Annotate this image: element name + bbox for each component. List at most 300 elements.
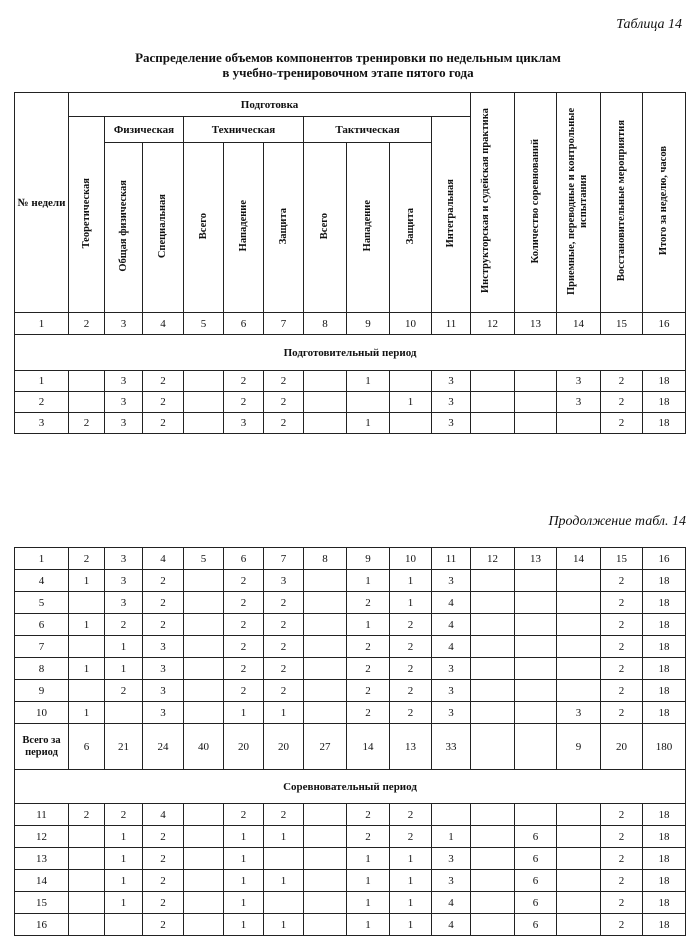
table-cell: 2 (264, 614, 304, 636)
table-cell: 2 (143, 848, 184, 870)
table-cell: 14 (557, 548, 601, 570)
table-cell: 2 (224, 680, 264, 702)
table-cell (69, 680, 105, 702)
table-cell: 27 (304, 724, 347, 770)
table-cell: 4 (432, 892, 471, 914)
table-cell: 2 (143, 592, 184, 614)
table-cell: 2 (224, 392, 264, 413)
header-instructor: Инструкторская и судейская практика (471, 93, 515, 313)
header-preparation: Подготовка (69, 93, 471, 117)
table-cell: 2 (390, 658, 432, 680)
table-cell (184, 804, 224, 826)
table-cell: 3 (432, 680, 471, 702)
table-cell: 1 (15, 371, 69, 392)
table-cell: 1 (224, 826, 264, 848)
table-cell (471, 826, 515, 848)
table-cell: 4 (143, 313, 184, 335)
table-cell: 7 (264, 548, 304, 570)
table-cell (557, 826, 601, 848)
table-cell: 2 (143, 826, 184, 848)
table-cell: 4 (143, 548, 184, 570)
period-label: Подготовительный период (15, 335, 686, 371)
total-row (15, 724, 686, 770)
table-cell: 1 (347, 570, 390, 592)
table-cell: 2 (264, 592, 304, 614)
table-cell: 18 (643, 870, 686, 892)
table-cell: 8 (304, 548, 347, 570)
table-cell: 2 (601, 804, 643, 826)
table-row (15, 371, 686, 392)
table-cell: 2 (347, 592, 390, 614)
header-special: Специальная (143, 143, 184, 313)
table-cell (304, 570, 347, 592)
table-cell: 3 (105, 548, 143, 570)
table-cell: 15 (601, 313, 643, 335)
table-row (15, 570, 686, 592)
table-cell: 3 (143, 680, 184, 702)
table-cell (184, 848, 224, 870)
table-cell: 3 (432, 658, 471, 680)
table-cell (515, 371, 557, 392)
table-cell: 2 (143, 892, 184, 914)
table-cell (471, 892, 515, 914)
table-cell: 2 (390, 680, 432, 702)
table-cell: 9 (347, 548, 390, 570)
table-row (15, 914, 686, 936)
table-cell (515, 392, 557, 413)
table-cell (69, 892, 105, 914)
table-cell (515, 702, 557, 724)
table-row (15, 592, 686, 614)
table-cell: 3 (264, 570, 304, 592)
table-cell: 6 (515, 870, 557, 892)
table-cell (105, 914, 143, 936)
table-cell: 2 (224, 570, 264, 592)
table-cell: 2 (15, 392, 69, 413)
table-cell: 1 (224, 848, 264, 870)
header-tech-defense: Защита (264, 143, 304, 313)
table-cell: 1 (69, 658, 105, 680)
title-line-1: Распределение объемов компонентов тренировки по недельным циклам (135, 50, 561, 65)
table-row (15, 870, 686, 892)
table-cell: 1 (347, 892, 390, 914)
table-cell (304, 371, 347, 392)
table-cell: 3 (105, 313, 143, 335)
table-cell: 1 (69, 702, 105, 724)
table-cell (557, 570, 601, 592)
table-cell: 2 (347, 680, 390, 702)
table-cell: 2 (601, 848, 643, 870)
table-cell: 2 (347, 702, 390, 724)
table-cell: 2 (224, 614, 264, 636)
header-tactical: Тактическая (304, 117, 432, 143)
table-cell: 5 (184, 548, 224, 570)
table-cell: 4 (143, 804, 184, 826)
table-cell: 18 (643, 848, 686, 870)
table-cell: 2 (601, 658, 643, 680)
table-cell: 18 (643, 892, 686, 914)
table-cell: 15 (15, 892, 69, 914)
table-cell (184, 413, 224, 434)
table-cell (304, 870, 347, 892)
table-cell: 13 (515, 313, 557, 335)
table-row (15, 636, 686, 658)
table-cell: 6 (224, 548, 264, 570)
table-cell: 1 (224, 870, 264, 892)
table-cell (304, 413, 347, 434)
table-cell (69, 371, 105, 392)
continuation-table (14, 547, 686, 936)
table-cell: 2 (224, 636, 264, 658)
table-cell (515, 680, 557, 702)
table-cell: 1 (105, 658, 143, 680)
table-cell: 1 (390, 848, 432, 870)
table-cell: 1 (69, 614, 105, 636)
table-cell: 1 (224, 702, 264, 724)
table-cell (557, 592, 601, 614)
table-cell: 1 (347, 914, 390, 936)
table-cell: 16 (643, 313, 686, 335)
table-cell: 13 (15, 848, 69, 870)
table-row (15, 804, 686, 826)
table-cell (471, 870, 515, 892)
table-cell (184, 570, 224, 592)
table-cell: 16 (15, 914, 69, 936)
table-cell: 3 (432, 392, 471, 413)
table-cell (557, 804, 601, 826)
table-cell: 2 (224, 371, 264, 392)
table-cell: 18 (643, 371, 686, 392)
table-cell: 3 (557, 371, 601, 392)
table-cell (69, 826, 105, 848)
header-physical: Физическая (105, 117, 184, 143)
table-cell: 6 (224, 313, 264, 335)
table-cell: 3 (143, 658, 184, 680)
table-cell: 4 (432, 592, 471, 614)
table-cell: 2 (601, 892, 643, 914)
table-cell (471, 413, 515, 434)
table-cell (432, 804, 471, 826)
table-cell: 18 (643, 658, 686, 680)
table-cell: 3 (432, 570, 471, 592)
table-cell: 2 (105, 680, 143, 702)
table-cell: 18 (643, 570, 686, 592)
table-cell: 18 (643, 413, 686, 434)
table-cell: 8 (304, 313, 347, 335)
table-cell: 2 (224, 658, 264, 680)
table-row (15, 848, 686, 870)
table-cell: 18 (643, 680, 686, 702)
table-cell: 18 (643, 804, 686, 826)
table-cell (184, 892, 224, 914)
table-cell: 21 (105, 724, 143, 770)
prep-period-row (15, 335, 686, 371)
table-cell: 1 (69, 570, 105, 592)
table-title (0, 50, 696, 80)
table-cell (557, 658, 601, 680)
header-integral: Интегральная (432, 117, 471, 313)
table-cell (184, 680, 224, 702)
table-cell: 3 (224, 413, 264, 434)
table-cell: 20 (601, 724, 643, 770)
table-cell: 1 (347, 371, 390, 392)
table-cell: 33 (432, 724, 471, 770)
table-cell: 3 (432, 413, 471, 434)
table-cell: 1 (224, 892, 264, 914)
table-cell: 3 (105, 392, 143, 413)
table-cell (471, 658, 515, 680)
table-cell: 3 (143, 702, 184, 724)
table-cell: 10 (390, 548, 432, 570)
table-cell: 1 (105, 826, 143, 848)
table-cell: 2 (143, 570, 184, 592)
table-cell: 2 (224, 592, 264, 614)
table-cell: 1 (264, 914, 304, 936)
table-cell (304, 892, 347, 914)
table-row (15, 614, 686, 636)
table-row (15, 892, 686, 914)
table-cell (471, 614, 515, 636)
table-cell: 5 (15, 592, 69, 614)
table-cell (184, 826, 224, 848)
table-cell: 18 (643, 636, 686, 658)
header-tac-defense: Защита (390, 143, 432, 313)
table-cell: 2 (601, 592, 643, 614)
table-cell: 1 (105, 870, 143, 892)
table-cell: 7 (264, 313, 304, 335)
table-cell: 1 (264, 702, 304, 724)
table-row (15, 680, 686, 702)
table-cell: 2 (601, 636, 643, 658)
table-cell: 2 (264, 658, 304, 680)
table-cell (557, 848, 601, 870)
table-cell (264, 848, 304, 870)
table-cell: 12 (471, 313, 515, 335)
table-cell: 2 (390, 636, 432, 658)
header-tech-total: Всего (184, 143, 224, 313)
continuation-label: Продолжение табл. 14 (548, 514, 686, 529)
table-cell (304, 702, 347, 724)
table-cell: 2 (224, 804, 264, 826)
table-cell (304, 636, 347, 658)
table-cell: 9 (15, 680, 69, 702)
table-cell (390, 371, 432, 392)
header-competitions: Количество соревнований (515, 93, 557, 313)
table-cell: 2 (601, 680, 643, 702)
table-cell (184, 592, 224, 614)
table-cell: 2 (264, 804, 304, 826)
table-cell: 3 (557, 702, 601, 724)
table-cell: 1 (390, 592, 432, 614)
table-cell (515, 658, 557, 680)
table-cell (304, 592, 347, 614)
total-label: Всего за период (15, 724, 69, 770)
table-cell: 2 (264, 680, 304, 702)
table-cell: 40 (184, 724, 224, 770)
table-cell: 1 (105, 892, 143, 914)
table-cell: 10 (15, 702, 69, 724)
table-cell: 2 (143, 392, 184, 413)
table-cell: 2 (390, 614, 432, 636)
comp-period-row (15, 770, 686, 804)
table-row (15, 826, 686, 848)
table-cell: 2 (264, 413, 304, 434)
table-cell (390, 413, 432, 434)
table-row (15, 702, 686, 724)
table-cell: 5 (184, 313, 224, 335)
table-cell (184, 702, 224, 724)
table-cell: 20 (224, 724, 264, 770)
table-cell: 6 (515, 892, 557, 914)
table-cell (304, 804, 347, 826)
table-cell: 2 (390, 702, 432, 724)
table-cell: 1 (15, 313, 69, 335)
table-row (15, 392, 686, 413)
table-cell (471, 392, 515, 413)
table-cell: 3 (105, 371, 143, 392)
title-line-2: в учебно-тренировочном этапе пятого года (222, 65, 474, 80)
table-cell: 18 (643, 826, 686, 848)
table-cell: 2 (69, 548, 105, 570)
table-cell: 11 (432, 313, 471, 335)
table-cell (304, 914, 347, 936)
table-cell: 18 (643, 392, 686, 413)
table-cell: 14 (347, 724, 390, 770)
table-cell (184, 392, 224, 413)
table-cell: 1 (432, 826, 471, 848)
table-cell: 3 (105, 413, 143, 434)
table-cell: 2 (143, 914, 184, 936)
table-cell (471, 848, 515, 870)
table-cell (557, 892, 601, 914)
table-cell: 1 (347, 848, 390, 870)
table-cell (557, 413, 601, 434)
table-cell (471, 702, 515, 724)
table-cell: 2 (601, 413, 643, 434)
header-general-physical: Общая физическая (105, 143, 143, 313)
table-cell: 6 (15, 614, 69, 636)
table-cell: 4 (432, 614, 471, 636)
table-cell (471, 592, 515, 614)
table-cell: 20 (264, 724, 304, 770)
table-cell (471, 724, 515, 770)
table-cell (304, 826, 347, 848)
table-cell (515, 413, 557, 434)
table-cell: 3 (432, 702, 471, 724)
table-cell: 6 (69, 724, 105, 770)
table-cell: 18 (643, 614, 686, 636)
table-cell: 1 (15, 548, 69, 570)
table-cell: 2 (143, 371, 184, 392)
table-cell: 6 (515, 914, 557, 936)
table-cell: 1 (390, 392, 432, 413)
table-cell: 3 (15, 413, 69, 434)
table-cell: 2 (601, 392, 643, 413)
main-table (14, 92, 686, 434)
table-cell (69, 848, 105, 870)
table-cell (347, 392, 390, 413)
table-cell (69, 392, 105, 413)
table-cell (304, 680, 347, 702)
header-tac-attack: Нападение (347, 143, 390, 313)
table-cell: 3 (432, 371, 471, 392)
table-cell: 15 (601, 548, 643, 570)
table-cell: 11 (432, 548, 471, 570)
table-cell (471, 636, 515, 658)
table-cell: 13 (515, 548, 557, 570)
table-cell: 18 (643, 914, 686, 936)
table-cell (515, 724, 557, 770)
table-cell (304, 848, 347, 870)
table-cell: 2 (264, 392, 304, 413)
table-cell (184, 870, 224, 892)
table-cell (105, 702, 143, 724)
table-cell: 2 (601, 826, 643, 848)
table-cell: 14 (15, 870, 69, 892)
table-cell: 16 (643, 548, 686, 570)
table-cell: 1 (264, 870, 304, 892)
table-cell (515, 592, 557, 614)
table-cell (557, 614, 601, 636)
table-cell (515, 570, 557, 592)
table-cell: 2 (264, 636, 304, 658)
table-cell: 2 (601, 371, 643, 392)
header-theoretical: Теоретическая (69, 117, 105, 313)
table-cell: 4 (15, 570, 69, 592)
table-cell (557, 914, 601, 936)
table-cell: 1 (347, 614, 390, 636)
table-cell: 1 (105, 636, 143, 658)
table-cell: 12 (15, 826, 69, 848)
table-cell: 24 (143, 724, 184, 770)
table-cell (515, 614, 557, 636)
table-cell: 1 (390, 870, 432, 892)
table-cell (557, 870, 601, 892)
table-cell: 1 (347, 870, 390, 892)
table-row (15, 413, 686, 434)
table-cell (471, 371, 515, 392)
table-cell: 2 (347, 636, 390, 658)
table-cell: 4 (432, 636, 471, 658)
table-cell: 2 (69, 804, 105, 826)
table-cell: 3 (557, 392, 601, 413)
table-cell: 10 (390, 313, 432, 335)
table-cell: 1 (347, 413, 390, 434)
table-cell: 7 (15, 636, 69, 658)
table-cell (304, 614, 347, 636)
table-cell: 9 (557, 724, 601, 770)
table-label: Таблица 14 (616, 17, 682, 32)
table-cell: 2 (601, 702, 643, 724)
table-cell (69, 592, 105, 614)
table-cell (471, 914, 515, 936)
table-cell (557, 636, 601, 658)
table-cell: 180 (643, 724, 686, 770)
table-cell: 11 (15, 804, 69, 826)
table-cell (184, 636, 224, 658)
table-cell: 6 (515, 826, 557, 848)
table-cell (304, 658, 347, 680)
table-cell: 13 (390, 724, 432, 770)
header-tech-attack: Нападение (224, 143, 264, 313)
table-cell: 2 (143, 614, 184, 636)
table-cell: 18 (643, 702, 686, 724)
table-cell: 14 (557, 313, 601, 335)
table-cell (184, 658, 224, 680)
table-cell (69, 914, 105, 936)
table-cell: 2 (347, 826, 390, 848)
table-cell: 1 (224, 914, 264, 936)
